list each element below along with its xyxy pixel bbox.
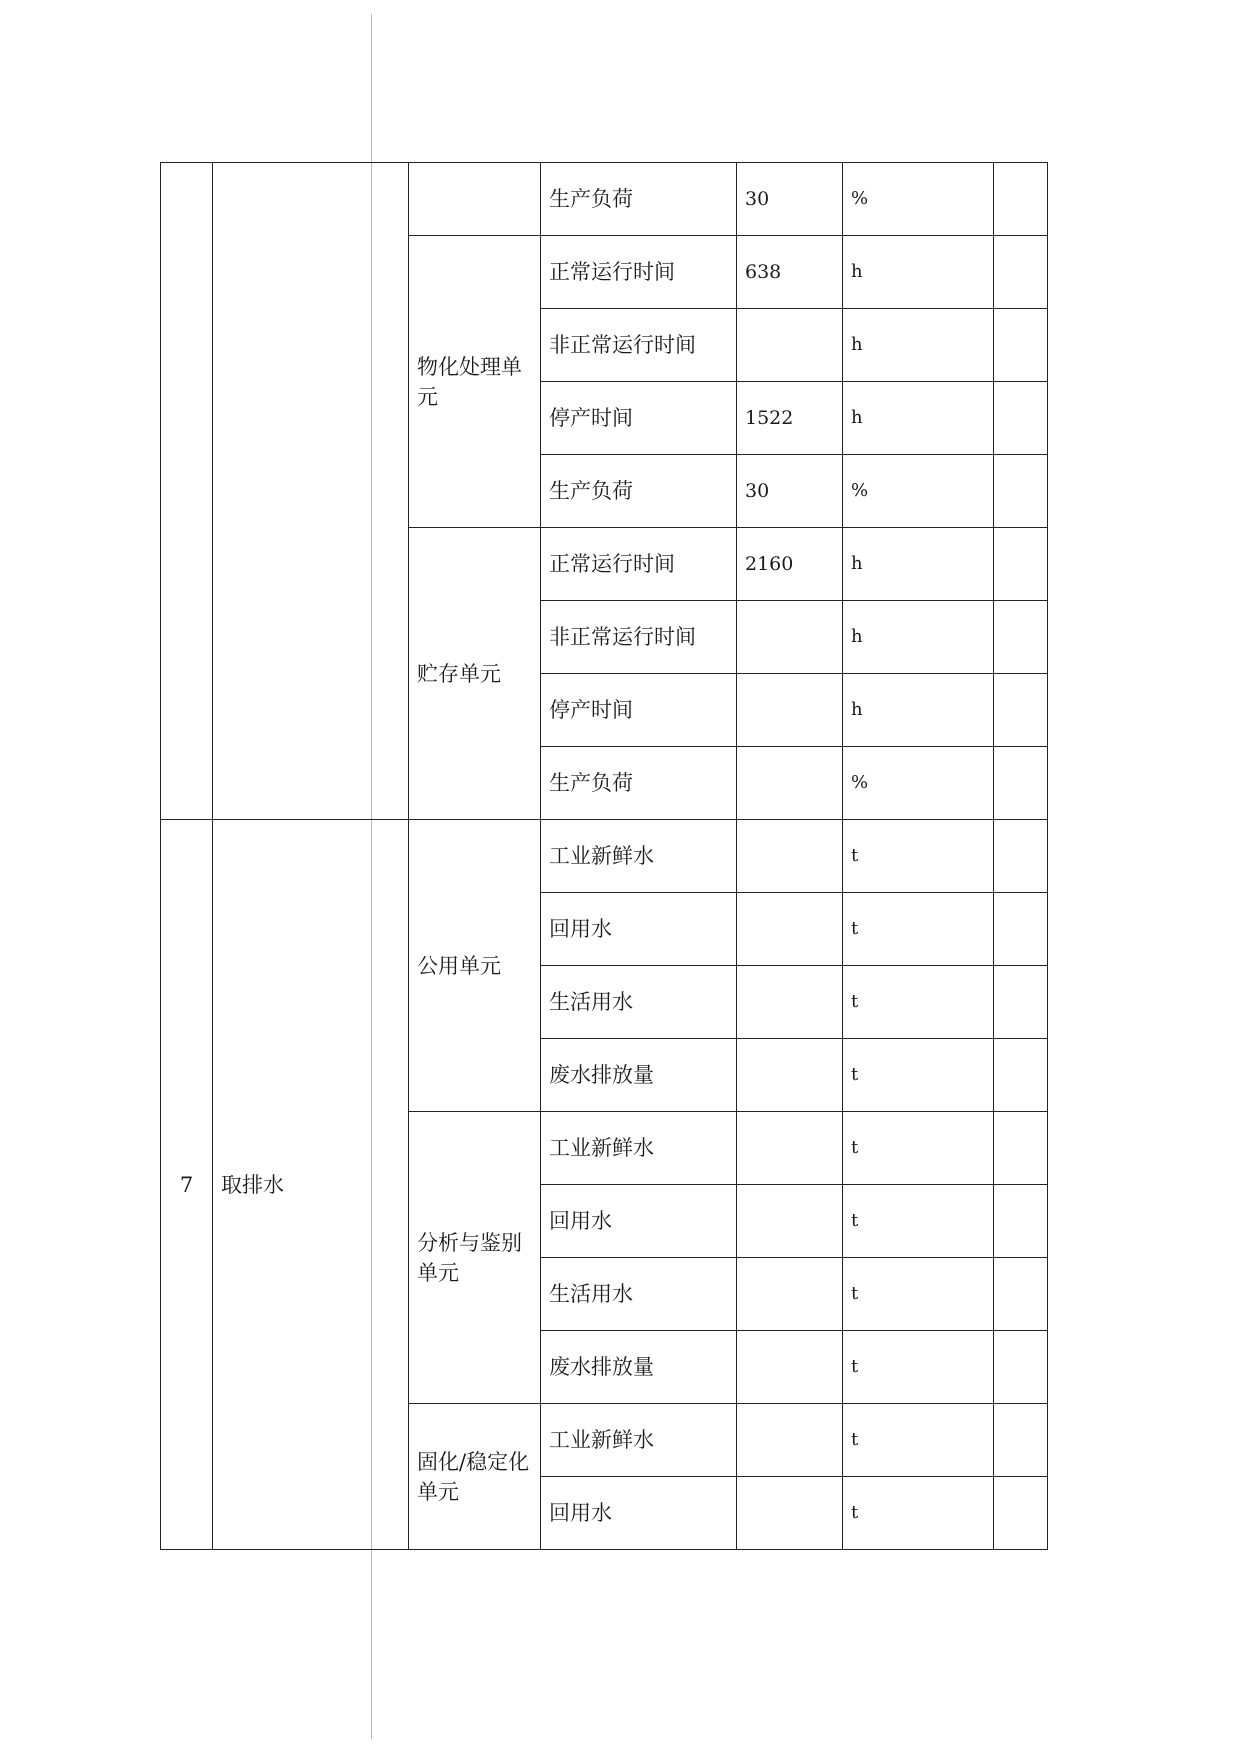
note-cell bbox=[994, 236, 1048, 309]
unit-of-measure-cell: t bbox=[843, 1185, 994, 1258]
value-cell: 30 bbox=[737, 163, 843, 236]
unit-analysis-cell: 分析与鉴别单元 bbox=[409, 1112, 541, 1404]
item-cell: 生产负荷 bbox=[541, 455, 737, 528]
note-cell bbox=[994, 1112, 1048, 1185]
unit-of-measure-cell: t bbox=[843, 1112, 994, 1185]
note-cell bbox=[994, 1039, 1048, 1112]
value-cell bbox=[737, 1404, 843, 1477]
item-cell: 正常运行时间 bbox=[541, 528, 737, 601]
value-cell: 638 bbox=[737, 236, 843, 309]
note-cell bbox=[994, 1258, 1048, 1331]
item-cell: 非正常运行时间 bbox=[541, 601, 737, 674]
note-cell bbox=[994, 382, 1048, 455]
unit-of-measure-cell: h bbox=[843, 309, 994, 382]
table-row bbox=[161, 820, 1048, 893]
value-cell bbox=[737, 1258, 843, 1331]
item-cell: 停产时间 bbox=[541, 382, 737, 455]
unit-of-measure-cell: h bbox=[843, 382, 994, 455]
note-cell bbox=[994, 528, 1048, 601]
note-cell bbox=[994, 1331, 1048, 1404]
value-cell bbox=[737, 674, 843, 747]
unit-of-measure-cell: h bbox=[843, 236, 994, 309]
value-cell bbox=[737, 1477, 843, 1550]
value-cell bbox=[737, 820, 843, 893]
group-number-cell: 7 bbox=[161, 820, 213, 1550]
unit-of-measure-cell: % bbox=[843, 163, 994, 236]
note-cell bbox=[994, 966, 1048, 1039]
value-cell bbox=[737, 309, 843, 382]
unit-solidify-cell: 固化/稳定化单元 bbox=[409, 1404, 541, 1550]
unit-of-measure-cell: t bbox=[843, 1258, 994, 1331]
unit-of-measure-cell: t bbox=[843, 1404, 994, 1477]
value-cell: 30 bbox=[737, 455, 843, 528]
item-cell: 回用水 bbox=[541, 1185, 737, 1258]
note-cell bbox=[994, 1404, 1048, 1477]
unit-of-measure-cell: t bbox=[843, 966, 994, 1039]
unit-of-measure-cell: t bbox=[843, 1477, 994, 1550]
item-cell: 工业新鲜水 bbox=[541, 820, 737, 893]
note-cell bbox=[994, 1185, 1048, 1258]
item-cell: 工业新鲜水 bbox=[541, 1112, 737, 1185]
item-cell: 正常运行时间 bbox=[541, 236, 737, 309]
unit-of-measure-cell: t bbox=[843, 1331, 994, 1404]
value-cell bbox=[737, 601, 843, 674]
unit-of-measure-cell: % bbox=[843, 455, 994, 528]
note-cell bbox=[994, 309, 1048, 382]
value-cell bbox=[737, 1039, 843, 1112]
group-number-cell-continued bbox=[161, 163, 213, 820]
unit-physchem-cell: 物化处理单元 bbox=[409, 236, 541, 528]
group-name-cell: 取排水 bbox=[213, 820, 409, 1550]
value-cell: 2160 bbox=[737, 528, 843, 601]
value-cell bbox=[737, 893, 843, 966]
unit-of-measure-cell: t bbox=[843, 820, 994, 893]
value-cell bbox=[737, 1112, 843, 1185]
operating-record-table bbox=[160, 162, 1048, 1550]
note-cell bbox=[994, 163, 1048, 236]
unit-public-cell: 公用单元 bbox=[409, 820, 541, 1112]
unit-of-measure-cell: t bbox=[843, 893, 994, 966]
item-cell: 生活用水 bbox=[541, 1258, 737, 1331]
value-cell bbox=[737, 1185, 843, 1258]
item-cell: 废水排放量 bbox=[541, 1331, 737, 1404]
item-cell: 停产时间 bbox=[541, 674, 737, 747]
group-name-cell-continued bbox=[213, 163, 409, 820]
note-cell bbox=[994, 893, 1048, 966]
table-row bbox=[161, 163, 1048, 236]
item-cell: 非正常运行时间 bbox=[541, 309, 737, 382]
item-cell: 回用水 bbox=[541, 893, 737, 966]
item-cell: 废水排放量 bbox=[541, 1039, 737, 1112]
unit-of-measure-cell: % bbox=[843, 747, 994, 820]
item-cell: 生活用水 bbox=[541, 966, 737, 1039]
unit-of-measure-cell: h bbox=[843, 601, 994, 674]
note-cell bbox=[994, 674, 1048, 747]
note-cell bbox=[994, 1477, 1048, 1550]
item-cell: 生产负荷 bbox=[541, 163, 737, 236]
unit-of-measure-cell: t bbox=[843, 1039, 994, 1112]
note-cell bbox=[994, 820, 1048, 893]
note-cell bbox=[994, 601, 1048, 674]
unit-of-measure-cell: h bbox=[843, 674, 994, 747]
unit-storage-cell: 贮存单元 bbox=[409, 528, 541, 820]
item-cell: 工业新鲜水 bbox=[541, 1404, 737, 1477]
note-cell bbox=[994, 455, 1048, 528]
unit-of-measure-cell: h bbox=[843, 528, 994, 601]
value-cell bbox=[737, 966, 843, 1039]
value-cell: 1522 bbox=[737, 382, 843, 455]
unit-cell-continued bbox=[409, 163, 541, 236]
value-cell bbox=[737, 1331, 843, 1404]
value-cell bbox=[737, 747, 843, 820]
note-cell bbox=[994, 747, 1048, 820]
item-cell: 生产负荷 bbox=[541, 747, 737, 820]
item-cell: 回用水 bbox=[541, 1477, 737, 1550]
